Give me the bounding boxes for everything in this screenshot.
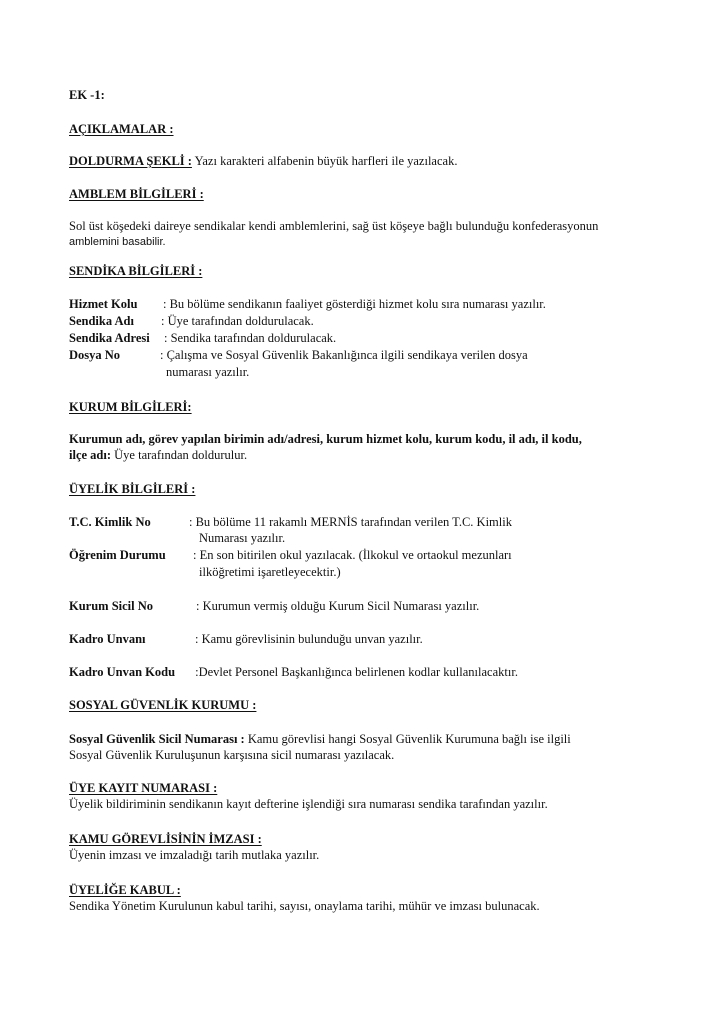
document-title: EK -1: (69, 88, 105, 102)
kabul-text: Sendika Yönetim Kurulunun kabul tarihi, sayısı, onaylama tarihi, mühür ve imzası bulunacak. (69, 899, 540, 913)
tc-kimlik-text: : Bu bölüme 11 rakamlı MERNİS tarafından verilen T.C. Kimlik (189, 515, 512, 529)
amblem-line-2: amblemini basabilir. (69, 236, 166, 248)
kurum-heading: KURUM BİLGİLERİ: (69, 400, 192, 414)
tc-kimlik-continuation: Numarası yazılır. (199, 531, 286, 545)
sendika-value: : Çalışma ve Sosyal Güvenlik Bakanlığınca ilgili sendikaya verilen dosya (160, 348, 528, 362)
sendika-label: Dosya No (69, 348, 121, 362)
sendika-label: Sendika Adı (69, 314, 134, 328)
amblem-line-1: Sol üst köşedeki daireye sendikalar kendi amblemlerini, sağ üst köşeye bağlı bulunduğu konfederasyonun (69, 219, 599, 233)
amblem-heading: AMBLEM BİLGİLERİ : (69, 187, 204, 201)
sendika-row-dosya (69, 347, 528, 363)
uyelik-row-ogrenim (69, 547, 512, 563)
sosyal-sicil-label: Sosyal Güvenlik Sicil Numarası : (69, 732, 245, 746)
sendika-row-hizmet (69, 296, 546, 312)
aciklamalar-heading: AÇIKLAMALAR : (69, 122, 174, 136)
ogrenim-label: Öğrenim Durumu (69, 548, 166, 562)
uyelik-row-kodu (69, 664, 518, 680)
kayit-heading: ÜYE KAYIT NUMARASI : (69, 781, 218, 795)
kadro-kodu-label: Kadro Unvan Kodu (69, 665, 176, 679)
kayit-text: Üyelik bildiriminin sendikanın kayıt defterine işlendiği sıra numarası sendika tarafından yazılır. (69, 797, 548, 811)
doldurma-section (69, 153, 457, 169)
kurum-ilce-label: ilçe adı: (69, 448, 112, 462)
kabul-heading: ÜYELİĞE KABUL : (69, 883, 181, 897)
doldurma-heading: DOLDURMA ŞEKLİ : (69, 154, 192, 168)
kadro-unvan-label: Kadro Unvanı (69, 632, 146, 646)
uyelik-row-sicil (69, 598, 479, 614)
sendika-value: : Bu bölüme sendikanın faaliyet gösterdiği hizmet kolu sıra numarası yazılır. (163, 297, 546, 311)
sosyal-sicil-text: Kamu görevlisi hangi Sosyal Güvenlik Kurumuna bağlı ise ilgili (244, 732, 571, 746)
dosya-continuation: numarası yazılır. (166, 365, 250, 379)
sosyal-line-2: Sosyal Güvenlik Kuruluşunun karşısına sicil numarası yazılacak. (69, 748, 395, 762)
imza-heading: KAMU GÖREVLİSİNİN İMZASI : (69, 832, 262, 846)
sicil-text: : Kurumun vermiş olduğu Kurum Sicil Numarası yazılır. (196, 599, 480, 613)
sendika-label: Hizmet Kolu (69, 297, 138, 311)
sendika-value: : Sendika tarafından doldurulacak. (164, 331, 337, 345)
sendika-heading: SENDİKA BİLGİLERİ : (69, 264, 203, 278)
sendika-row-adi (69, 313, 314, 329)
sicil-label: Kurum Sicil No (69, 599, 154, 613)
kurum-line-2 (69, 447, 247, 463)
uyelik-row-kadro (69, 631, 423, 647)
uyelik-heading: ÜYELİK BİLGİLERİ : (69, 482, 196, 496)
uyelik-row-tc (69, 514, 512, 530)
kadro-kodu-text: :Devlet Personel Başkanlığınca belirlenen kodlar kullanılacaktır. (192, 665, 518, 679)
sendika-value: : Üye tarafından doldurulacak. (161, 314, 314, 328)
kadro-unvan-text: : Kamu görevlisinin bulunduğu unvan yazılır. (195, 632, 423, 646)
sendika-label: Sendika Adresi (69, 331, 150, 345)
tc-kimlik-label: T.C. Kimlik No (69, 515, 151, 529)
kurum-ilce-text: Üye tarafından doldurulur. (111, 448, 248, 462)
sosyal-heading: SOSYAL GÜVENLİK KURUMU : (69, 698, 257, 712)
ogrenim-text: : En son bitirilen okul yazılacak. (İlkokul ve ortaokul mezunları (193, 548, 512, 562)
ogrenim-continuation: ilköğretimi işaretleyecektir.) (199, 565, 341, 579)
sosyal-line-1 (69, 731, 571, 747)
sendika-row-adresi (69, 330, 336, 346)
kurum-line-1: Kurumun adı, görev yapılan birimin adı/adresi, kurum hizmet kolu, kurum kodu, il adı, il kodu, (69, 432, 582, 446)
doldurma-text: Yazı karakteri alfabenin büyük harfleri ile yazılacak. (191, 154, 458, 168)
imza-text: Üyenin imzası ve imzaladığı tarih mutlaka yazılır. (69, 848, 320, 862)
